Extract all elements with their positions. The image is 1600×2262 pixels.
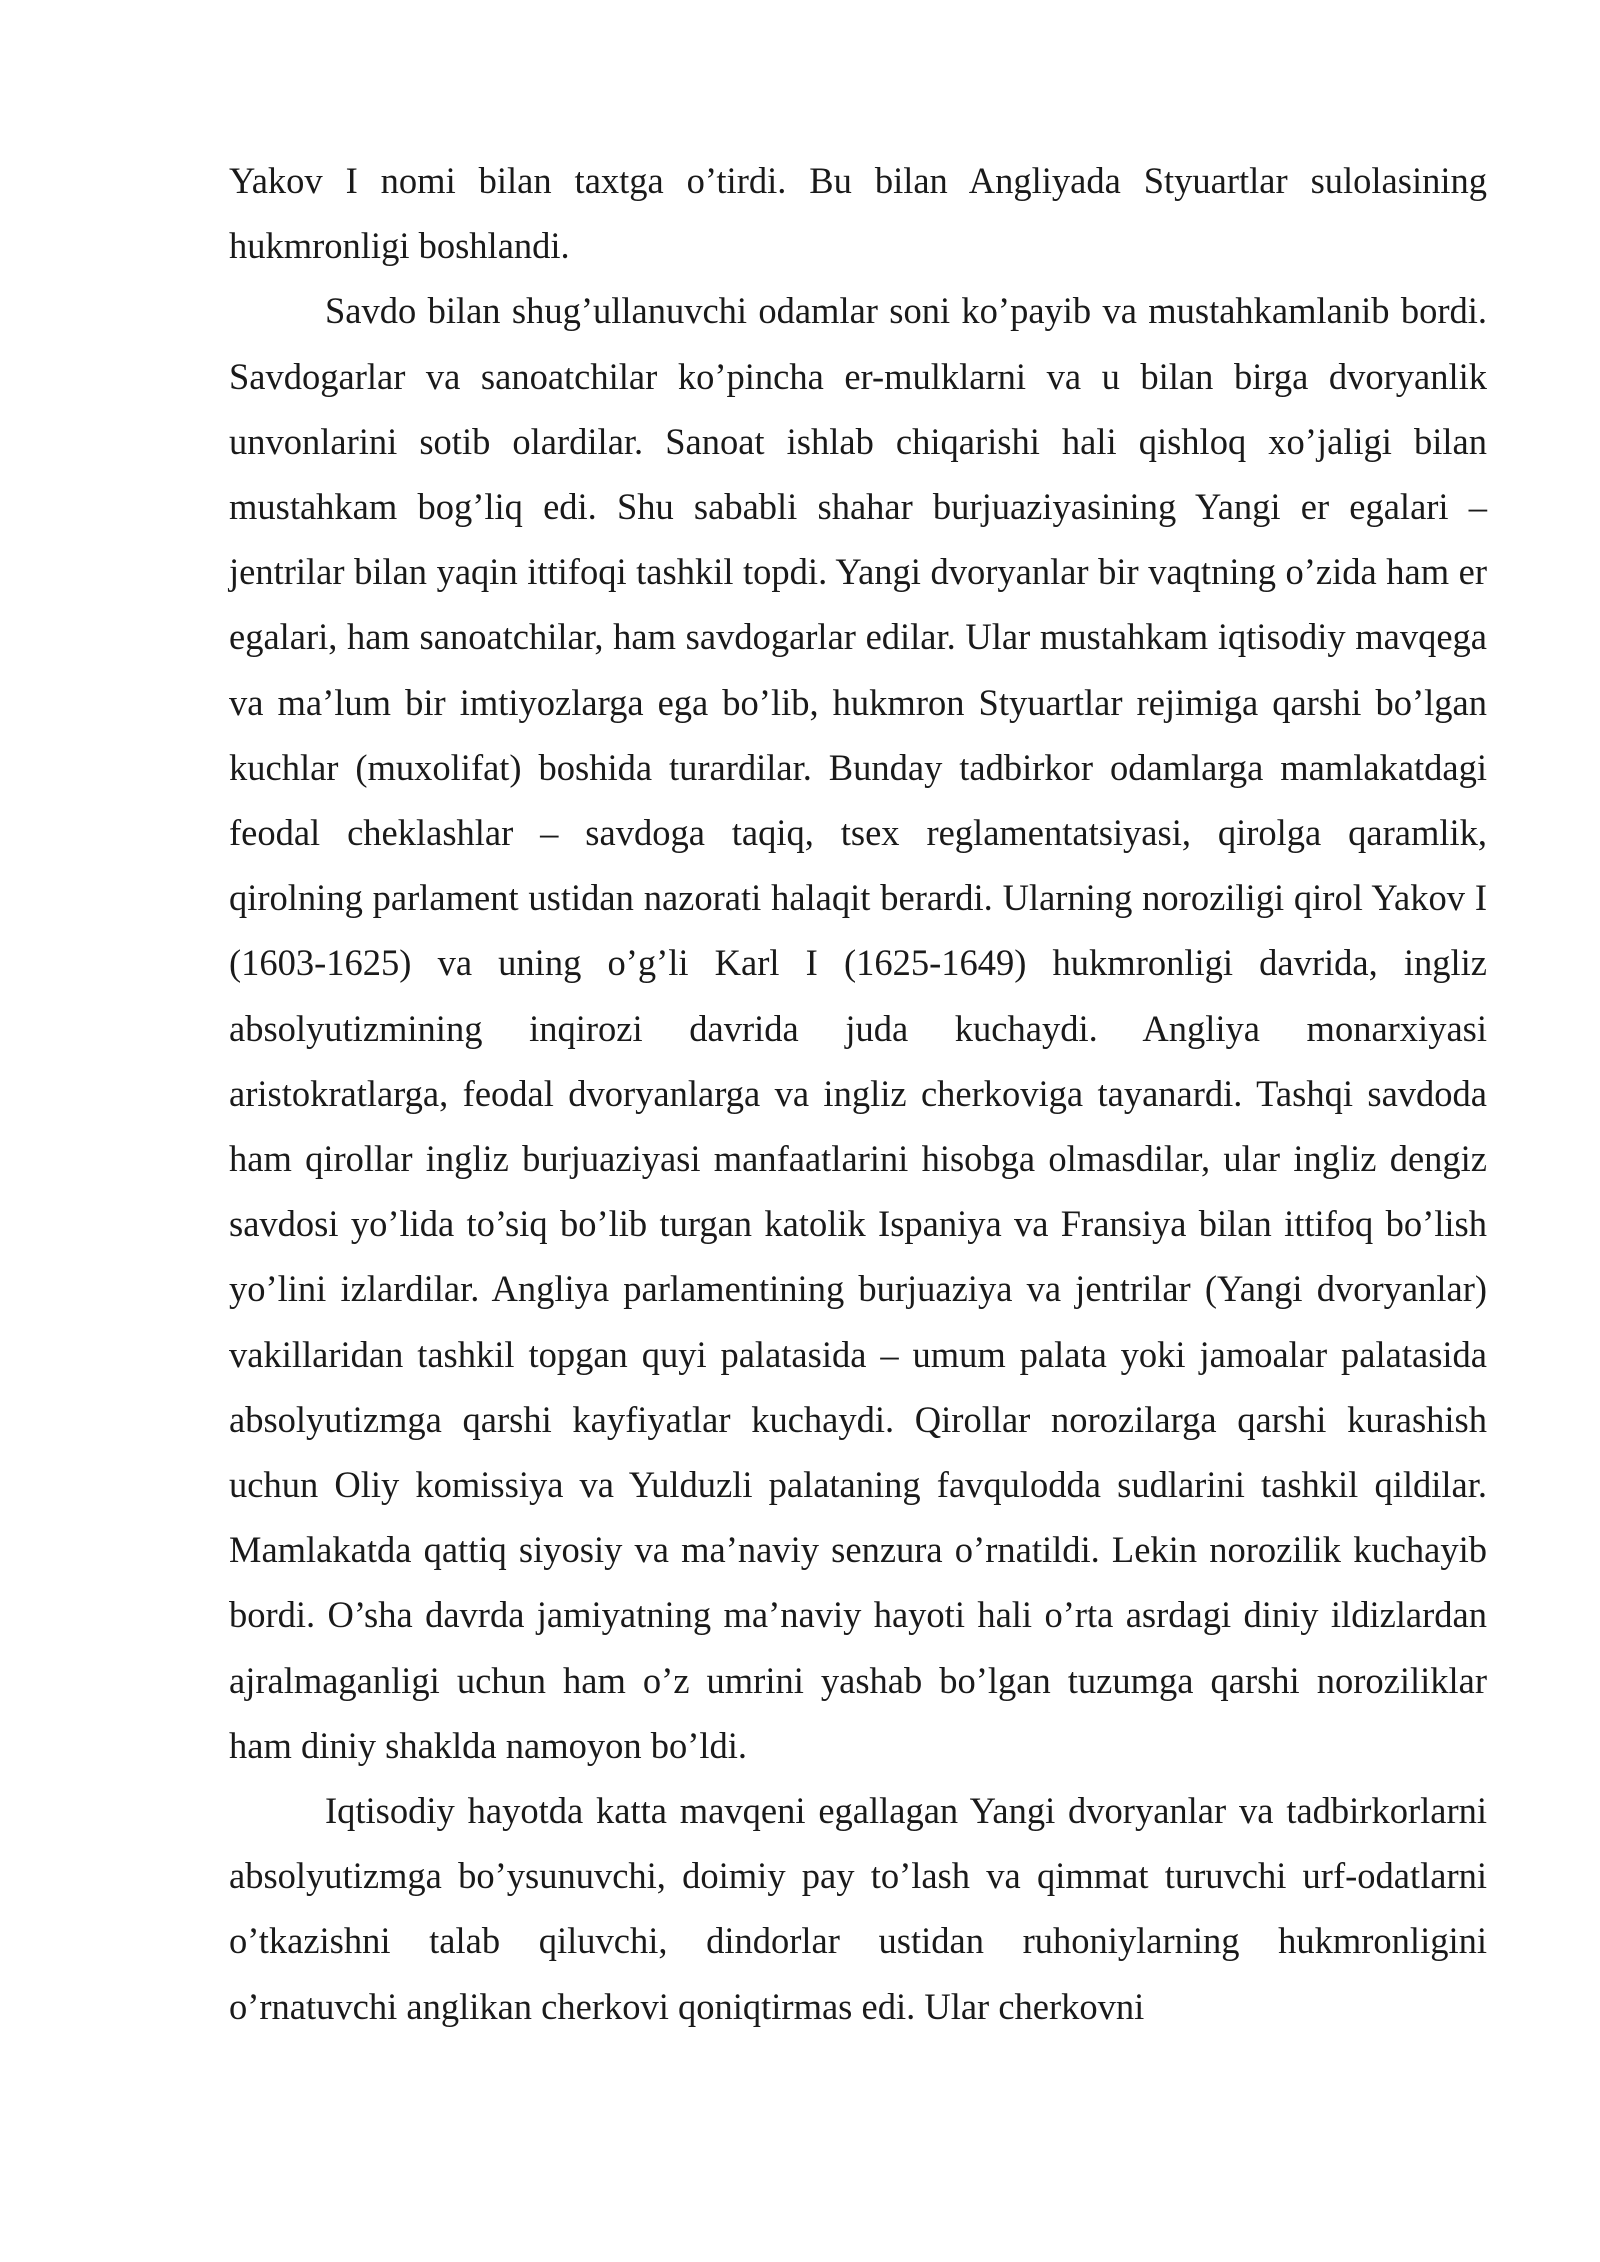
body-text	[229, 148, 1487, 2039]
paragraph: Savdo bilan shug’ullanuvchi odamlar soni ko’payib va mustahkamlanib bordi. Savdogarlar va sanoatchilar ko’pincha er-mulklarni va u bilan birga dvoryanlik unvonlarini sotib olardilar. Sanoat ishlab chiqarishi hali qishloq xo’jaligi bilan mustahkam bog’liq edi. Shu sababli shahar burjuaziyasining Yangi er egalari – jentrilar bilan yaqin ittifoqi tashkil topdi. Yangi dvoryanlar bir vaqtning o’zida ham er egalari, ham sanoatchilar, ham savdogarlar edilar. Ular mustahkam iqtisodiy mavqega va ma’lum bir imtiyozlarga ega bo’lib, hukmron Styuartlar rejimiga qarshi bo’lgan kuchlar (muxolifat) boshida turardilar. Bunday tadbirkor odamlarga mamlakatdagi feodal cheklashlar – savdoga taqiq, tsex reglamentatsiyasi, qirolga qaramlik, qirolning parlament ustidan nazorati halaqit berardi. Ularning noroziligi qirol Yakov I (1603-1625) va uning o’g’li Karl I (1625-1649) hukmronligi davrida, ingliz absolyutizmining inqirozi davrida juda kuchaydi. Angliya monarxiyasi aristokratlarga, feodal dvoryanlarga va ingliz cherkoviga tayanardi. Tashqi savdoda ham qirollar ingliz burjuaziyasi manfaatlarini hisobga olmasdilar, ular ingliz dengiz savdosi yo’lida to’siq bo’lib turgan katolik Ispaniya va Fransiya bilan ittifoq bo’lish yo’lini izlardilar. Angliya parlamentining burjuaziya va jentrilar (Yangi dvoryanlar) vakillaridan tashkil topgan quyi palatasida – umum palata yoki jamoalar palatasida absolyutizmga qarshi kayfiyatlar kuchaydi. Qirollar norozilarga qarshi kurashish uchun Oliy komissiya va Yulduzli palataning favqulodda sudlarini tashkil qildilar. Mamlakatda qattiq siyosiy va ma’naviy senzura o’rnatildi. Lekin norozilik kuchayib bordi. O’sha davrda jamiyatning ma’naviy hayoti hali o’rta asrdagi diniy ildizlardan ajralmaganligi uchun ham o’z umrini yashab bo’lgan tuzumga qarshi noroziliklar ham diniy shaklda namoyon bo’ldi.	[229, 290, 1487, 1766]
paragraph-continued: Yakov I nomi bilan taxtga o’tirdi. Bu bilan Angliyada Styuartlar sulolasining hukmronligi boshlandi.	[229, 160, 1487, 267]
paragraph: Iqtisodiy hayotda katta mavqeni egallagan Yangi dvoryanlar va tadbirkorlarni absolyutizmga bo’ysunuvchi, doimiy pay to’lash va qimmat turuvchi urf-odatlarni o’tkazishni talab qiluvchi, dindorlar ustidan ruhoniylarning hukmronligini o’rnatuvchi anglikan cherkovi qoniqtirmas edi. Ular cherkovni	[229, 1790, 1487, 2027]
